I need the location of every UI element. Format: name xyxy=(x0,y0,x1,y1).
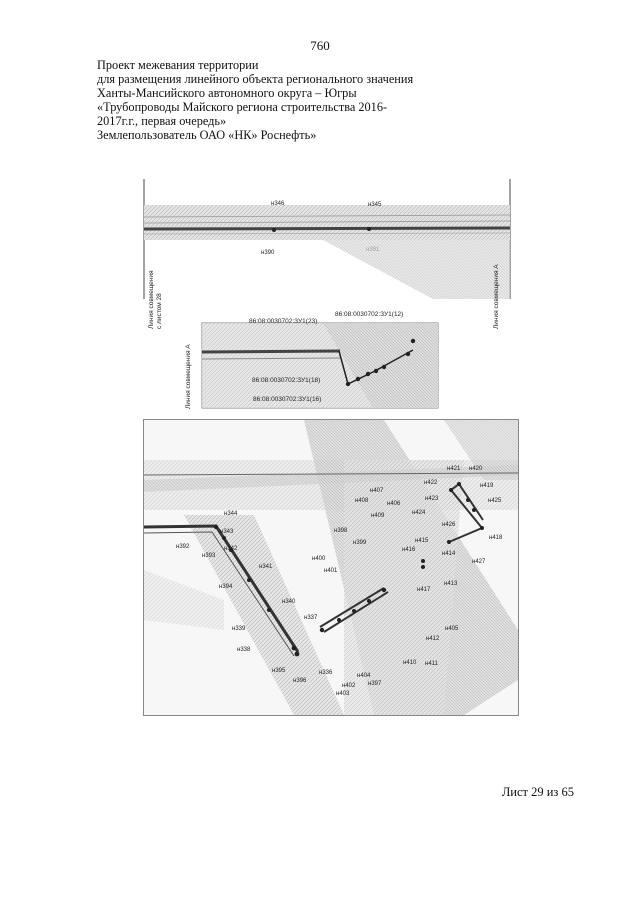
label-n346: н346 xyxy=(271,201,285,207)
document-header xyxy=(97,58,517,142)
label-n405: н405 xyxy=(445,626,459,632)
label-n402: н402 xyxy=(342,683,356,689)
label-n341: н341 xyxy=(259,564,273,570)
header-line-2: для размещения линейного объекта регионального значения xyxy=(97,72,414,86)
label-zu18: 86:08:0030702:ЗУ1(18) xyxy=(252,377,321,384)
header-line-3: Ханты-Мансийского автономного округа – Югры xyxy=(97,86,357,100)
label-n411: н411 xyxy=(425,661,438,667)
label-zu23: 86:08:0030702:ЗУ1(23) xyxy=(249,318,318,325)
label-zu16: 86:08:0030702:ЗУ1(16) xyxy=(253,396,322,403)
label-n399: н399 xyxy=(353,540,367,546)
label-n410: н410 xyxy=(403,660,417,666)
label-n398: н398 xyxy=(334,528,348,534)
label-n423: н423 xyxy=(425,496,439,502)
label-n396: н396 xyxy=(293,678,307,684)
label-n395: н395 xyxy=(272,668,286,674)
label-n342: н342 xyxy=(224,546,238,552)
label-n420: н420 xyxy=(469,466,483,472)
label-n407: н407 xyxy=(370,488,384,494)
label-n338: н338 xyxy=(237,647,251,653)
label-n427: н427 xyxy=(472,559,486,565)
label-n337: н337 xyxy=(304,615,318,621)
map-inset xyxy=(185,311,438,409)
label-n336: н336 xyxy=(319,670,333,676)
pipeline-line xyxy=(144,228,510,229)
map-detail-svg xyxy=(144,420,518,715)
label-n406: н406 xyxy=(387,501,401,507)
label-link-28-b: с листом 28 xyxy=(156,293,163,329)
map-detail xyxy=(143,419,519,716)
label-n413: н413 xyxy=(444,581,458,587)
label-n408: н408 xyxy=(355,498,369,504)
label-n422: н422 xyxy=(424,480,438,486)
label-n403: н403 xyxy=(336,691,350,697)
label-n394: н394 xyxy=(219,584,233,590)
label-n345: н345 xyxy=(368,202,382,208)
label-n412: н412 xyxy=(426,636,440,642)
label-n392: н392 xyxy=(176,544,190,550)
label-n419: н419 xyxy=(480,483,494,489)
page-number: 760 xyxy=(310,38,330,53)
label-n390: н390 xyxy=(261,250,275,256)
label-n424: н424 xyxy=(412,510,426,516)
label-n417: н417 xyxy=(417,587,431,593)
label-n400: н400 xyxy=(312,556,326,562)
header-line-4: «Трубопроводы Майского региона строительства 2016- xyxy=(97,100,388,114)
label-n425: н425 xyxy=(488,498,502,504)
label-link-a-right: Линия совмещения А xyxy=(493,264,500,329)
label-n426: н426 xyxy=(442,522,456,528)
sheet-footer: Лист 29 из 65 xyxy=(501,785,574,799)
header-line-6: Землепользователь ОАО «НК» Роснефть» xyxy=(97,128,317,142)
label-n414: н414 xyxy=(442,551,456,557)
label-link-a-inset: Линия совмещения А xyxy=(185,344,192,409)
label-n344: н344 xyxy=(224,511,238,517)
header-line-5: 2017г.г., первая очередь» xyxy=(97,114,227,128)
label-n409: н409 xyxy=(371,513,385,519)
label-n343: н343 xyxy=(220,529,234,535)
label-n339: н339 xyxy=(232,626,246,632)
label-link-28-a: Линия совмещения xyxy=(148,270,155,329)
point-n391 xyxy=(367,227,371,231)
label-n404: н404 xyxy=(357,673,371,679)
label-n397: н397 xyxy=(368,681,382,687)
label-n401: н401 xyxy=(324,568,338,574)
label-n421: н421 xyxy=(447,466,461,472)
map-overview-svg xyxy=(143,179,511,409)
map-overview xyxy=(143,179,511,409)
label-n340: н340 xyxy=(282,599,296,605)
point-n390 xyxy=(272,228,276,232)
label-n416: н416 xyxy=(402,547,416,553)
label-n415: н415 xyxy=(415,538,429,544)
label-zu12: 86:08:0030702:ЗУ1(12) xyxy=(335,311,404,318)
header-line-1: Проект межевания территории xyxy=(97,58,259,72)
label-n418: н418 xyxy=(489,535,503,541)
label-n393: н393 xyxy=(202,553,216,559)
